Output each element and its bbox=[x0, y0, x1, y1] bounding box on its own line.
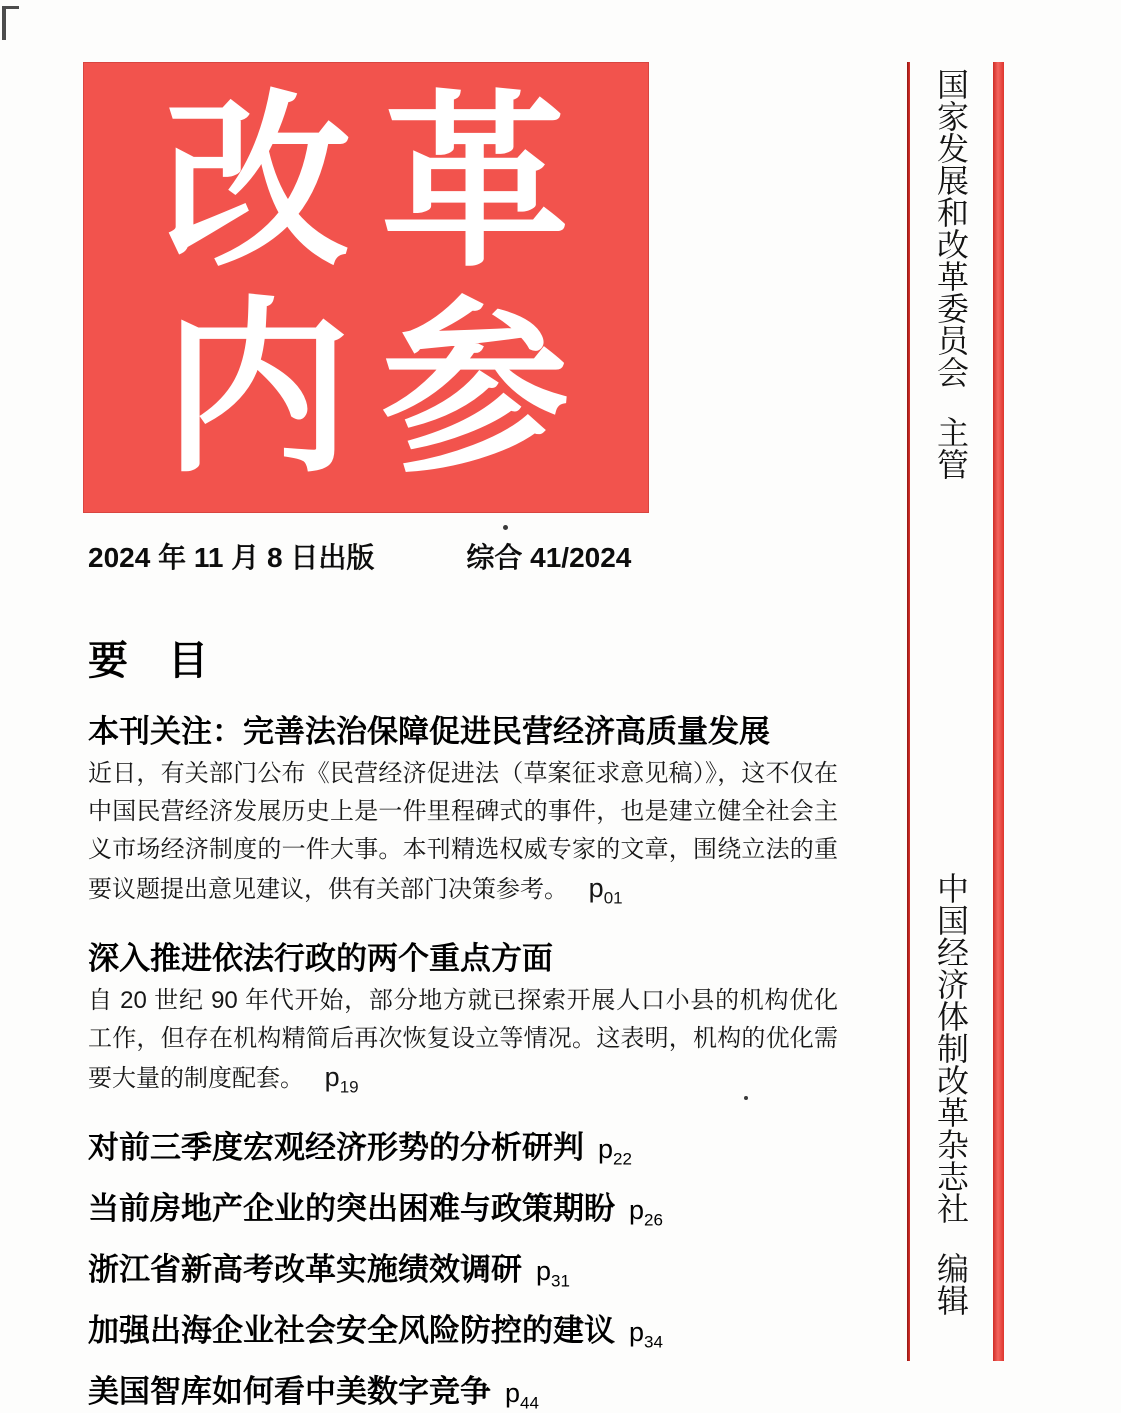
article-summary: 自 20 世纪 90 年代开始，部分地方就已探索开展人口小县的机构优化工作，但存在机构精简后再次恢复设立等情况。这表明，机构的优化需要大量的制度配套。 $p_{19}$ bbox=[88, 987, 838, 1097]
toc-article bbox=[88, 1372, 838, 1413]
editor-org: 中国经济体制改革杂志社 bbox=[933, 872, 969, 1224]
editor-vertical-text bbox=[934, 872, 968, 1316]
article-title: 美国智库如何看中美数字竞争 $p_{44}$ bbox=[88, 1374, 539, 1413]
table-of-contents bbox=[88, 640, 838, 1413]
toc-article bbox=[88, 1189, 838, 1230]
red-rule-thin bbox=[907, 62, 910, 1361]
scan-artifact-dot bbox=[503, 525, 508, 530]
page-marker: $p_{31}$ bbox=[536, 1256, 570, 1291]
toc-heading-char1: 要 bbox=[88, 639, 128, 683]
supervisor-vertical-text bbox=[934, 68, 968, 480]
red-rule-thick bbox=[993, 62, 1004, 1361]
toc-heading-char2: 目 bbox=[168, 639, 208, 683]
toc-article bbox=[88, 1250, 838, 1291]
page-marker: $p_{19}$ bbox=[324, 1062, 359, 1097]
page-marker: $p_{22}$ bbox=[598, 1134, 632, 1169]
toc-article bbox=[88, 1128, 838, 1169]
page-marker: $p_{44}$ bbox=[505, 1378, 539, 1413]
page-marker: $p_{01}$ bbox=[588, 873, 623, 908]
toc-article bbox=[88, 712, 838, 909]
article-title: 深入推进依法行政的两个重点方面 bbox=[88, 941, 553, 976]
magazine-title-line1: 改革 bbox=[163, 79, 599, 289]
scan-crop-mark bbox=[2, 6, 19, 40]
article-title: 加强出海企业社会安全风险防控的建议 $p_{34}$ bbox=[88, 1313, 663, 1352]
toc-heading bbox=[88, 640, 838, 682]
issue-info-line bbox=[88, 536, 631, 576]
supervisor-org: 国家发展和改革委员会 bbox=[933, 68, 969, 388]
issue-number: 综合 41/2024 bbox=[466, 542, 632, 573]
editor-role: 编辑 bbox=[933, 1252, 969, 1316]
magazine-title-line2: 内参 bbox=[163, 285, 599, 495]
toc-article bbox=[88, 1311, 838, 1352]
page-marker: $p_{26}$ bbox=[629, 1195, 663, 1230]
publication-date: 2024 年 11 月 8 日出版 bbox=[88, 542, 375, 573]
article-title: 当前房地产企业的突出困难与政策期盼 $p_{26}$ bbox=[88, 1191, 663, 1230]
toc-article bbox=[88, 939, 838, 1098]
article-summary: 近日，有关部门公布《民营经济促进法（草案征求意见稿）》，这不仅在中国民营经济发展历史上是一件里程碑式的事件，也是建立健全社会主义市场经济制度的一件大事。本刊精选权威专家的文章，围绕立法的重要议题提出意见建议，供有关部门决策参考。 $p_{01}$ bbox=[88, 760, 838, 908]
magazine-logo-box bbox=[83, 62, 649, 513]
article-title: 对前三季度宏观经济形势的分析研判 $p_{22}$ bbox=[88, 1130, 632, 1169]
article-title: 本刊关注：完善法治保障促进民营经济高质量发展 bbox=[88, 714, 770, 749]
article-title: 浙江省新高考改革实施绩效调研 $p_{31}$ bbox=[88, 1252, 570, 1291]
page-marker: $p_{34}$ bbox=[629, 1317, 663, 1352]
supervisor-role: 主管 bbox=[933, 416, 969, 480]
